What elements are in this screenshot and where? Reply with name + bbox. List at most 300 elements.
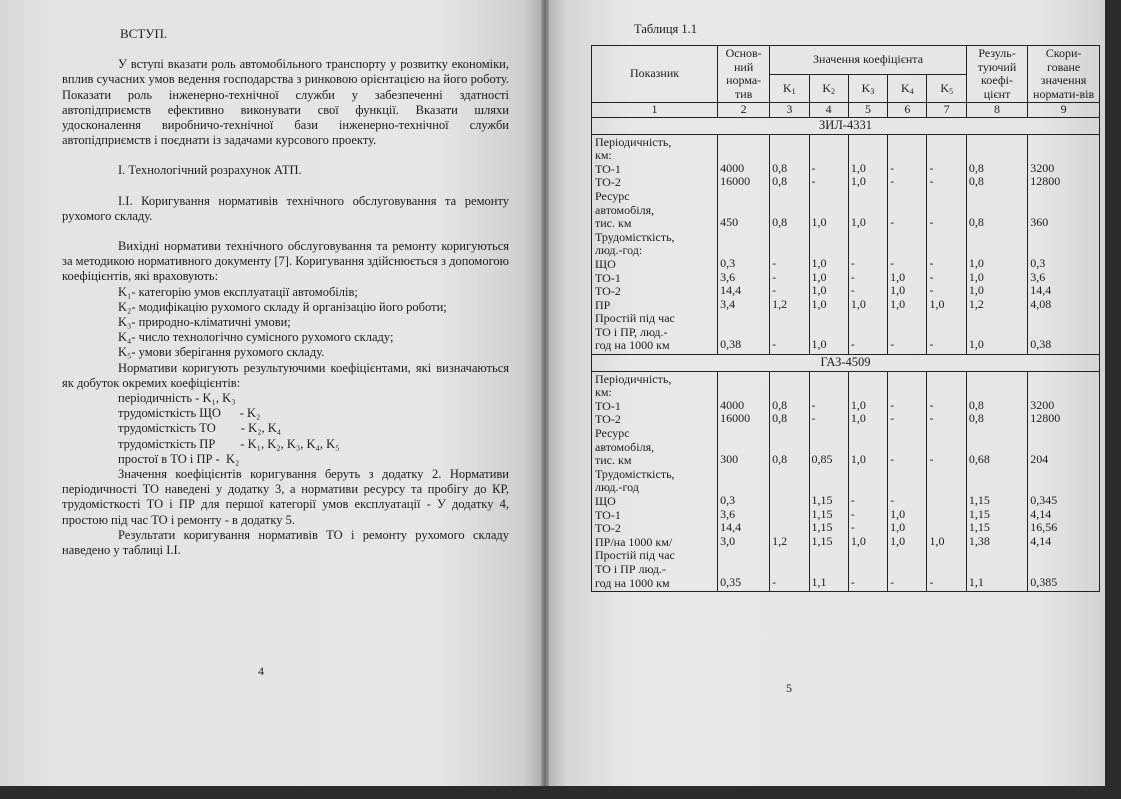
results-paragraph: Результати коригування нормативів ТО і ремонту рухомого складу наведено у таблиці I.I. — [62, 527, 509, 558]
product-item: трудомісткість ПР - K₁, K₂, K₃, K₄, K₅ — [118, 436, 340, 451]
cell-line: 1,0 — [850, 533, 866, 548]
cell-line: ТО-2 — [595, 175, 621, 190]
cell-line — [772, 548, 806, 562]
cell-line — [812, 325, 846, 339]
cell-line — [772, 494, 806, 508]
product-item: трудомісткість ЩО - K₂ — [118, 406, 261, 421]
cell-line: 1,0 — [890, 283, 906, 298]
cell-line: - — [929, 283, 934, 298]
cell-line: - — [929, 215, 934, 230]
cell-line: - — [929, 160, 934, 175]
cell-line: 1,15 — [968, 506, 990, 521]
cell-line — [772, 189, 806, 203]
cell-line — [1030, 203, 1097, 217]
cell-line — [851, 385, 885, 399]
column-number: 5 — [848, 103, 887, 118]
coefficient-item: K₃- природно-кліматичні умови; — [118, 315, 291, 330]
cell-line — [851, 372, 885, 386]
cell-line: 1,15 — [968, 493, 990, 507]
cell-line — [720, 480, 767, 494]
cell-line: - — [811, 174, 816, 189]
intro-title: ВСТУП. — [120, 26, 168, 41]
cell-line: - — [929, 269, 934, 284]
cell-line — [772, 372, 806, 386]
table-cell-k2 — [809, 134, 848, 355]
cell-line — [720, 135, 767, 149]
cell-line — [812, 385, 846, 399]
cell-line: 1,0 — [968, 255, 984, 270]
cell-line — [969, 426, 1025, 440]
column-number: 9 — [1028, 103, 1100, 118]
cell-line: 1,0 — [850, 160, 866, 175]
cell-line — [812, 372, 846, 386]
cell-line — [969, 148, 1025, 162]
cell-line: 0,8 — [772, 174, 788, 189]
column-number: 7 — [927, 103, 966, 118]
cell-line: 0,8 — [968, 411, 984, 426]
cell-line — [969, 311, 1025, 325]
column-number: 2 — [718, 103, 770, 118]
cell-line: 4000 — [720, 397, 745, 412]
section-row — [592, 355, 1100, 372]
cell-line — [772, 135, 806, 149]
cell-line: ТО-2 — [595, 412, 621, 427]
cell-line — [851, 189, 885, 203]
cell-line: - — [890, 574, 895, 589]
cell-line: - — [890, 337, 895, 352]
cell-line: - — [850, 269, 855, 284]
table-cell-indicator — [592, 371, 718, 592]
cell-line: - — [929, 452, 934, 467]
cell-line — [929, 135, 963, 149]
cell-line: 1,0 — [968, 337, 984, 352]
cell-line — [890, 562, 924, 576]
cell-line — [929, 311, 963, 325]
cell-line: 0,345 — [1030, 493, 1058, 507]
cell-line — [890, 325, 924, 339]
cell-line — [1030, 325, 1097, 339]
cell-line: 1,0 — [811, 296, 827, 311]
cell-line: 3,4 — [720, 296, 736, 311]
product-item: простої в ТО і ПР - K₂ — [118, 451, 240, 466]
table-cell-corrected — [1028, 134, 1100, 355]
coefficient-item: K₂- модифікацію рухомого складу й організацію його роботи; — [118, 299, 447, 314]
cell-line: 1,1 — [968, 574, 984, 589]
cell-line — [812, 203, 846, 217]
cell-line — [851, 311, 885, 325]
table-cell-k1 — [770, 134, 809, 355]
table-cell-k5 — [927, 371, 966, 592]
header-base: Основ-ний норма-тив — [718, 46, 770, 103]
cell-line: 1,0 — [890, 269, 906, 284]
cell-line: ТО-2 — [595, 284, 621, 299]
cell-line: люд.-год — [595, 480, 639, 495]
cell-line: 1,38 — [968, 533, 990, 548]
cell-line: 1,0 — [811, 337, 827, 352]
cell-line: ЩО — [595, 256, 616, 271]
cell-line: 1,0 — [850, 296, 866, 311]
cell-line — [890, 480, 924, 494]
cell-line: - — [929, 411, 934, 426]
book-spine — [541, 0, 549, 786]
cell-line — [812, 440, 846, 454]
table-cell-k4 — [888, 371, 927, 592]
cell-line — [929, 230, 963, 244]
cell-line — [851, 548, 885, 562]
cell-line — [1030, 426, 1097, 440]
cell-line — [720, 189, 767, 203]
cell-line: ТО-1 — [595, 507, 621, 522]
cell-line: км: — [595, 385, 612, 400]
cell-line: - — [850, 255, 855, 270]
cell-line: Трудомісткість, — [595, 466, 675, 481]
cell-line: 1,0 — [850, 397, 866, 412]
cell-line: 0,8 — [772, 160, 788, 175]
cell-line: - — [850, 506, 855, 521]
cell-line — [772, 426, 806, 440]
table-cell-k4 — [888, 134, 927, 355]
appendix-paragraph: Значення коефіцієнтів коригування беруть з додатку 2. Нормативи періодичності ТО наведені у додатку 3, а нормативи ресурсу та пробігу до КР, трудомісткості ТО і ПР для першої категорії умов експлуатації - У додатку 4, простою під час ТО і ремонту - в додатку 5. — [62, 467, 509, 527]
cell-line — [969, 243, 1025, 257]
cell-line: 1,2 — [772, 296, 788, 311]
cell-line: 0,385 — [1030, 574, 1058, 589]
cell-line: - — [890, 397, 895, 412]
cell-line — [772, 480, 806, 494]
cell-line: 3200 — [1030, 397, 1055, 412]
cell-line — [772, 203, 806, 217]
coefficient-item: K₅- умови зберігання рухомого складу. — [118, 345, 325, 360]
cell-line — [720, 562, 767, 576]
column-number-row — [592, 103, 1100, 118]
table-cell-corrected — [1028, 371, 1100, 592]
header-corrected: Скори-говане значення нормати-вів — [1028, 46, 1100, 103]
cell-line — [969, 372, 1025, 386]
cell-line: - — [772, 269, 777, 284]
cell-line: - — [811, 397, 816, 412]
cell-line — [929, 521, 963, 535]
coefficient-item: K₄- число технологічно сумісного рухомого складу; — [118, 330, 394, 345]
cell-line: - — [772, 574, 777, 589]
header-indicator: Показник — [592, 46, 718, 103]
column-number: 1 — [592, 103, 718, 118]
table-cell-indicator — [592, 134, 718, 355]
cell-line: - — [929, 574, 934, 589]
cell-line — [969, 562, 1025, 576]
cell-line: 0,68 — [968, 452, 990, 467]
cell-line — [890, 243, 924, 257]
cell-line — [969, 385, 1025, 399]
cell-line: 12800 — [1030, 174, 1061, 189]
cell-line: 0,8 — [968, 397, 984, 412]
cell-line — [929, 372, 963, 386]
cell-line — [851, 562, 885, 576]
cell-line — [720, 243, 767, 257]
cell-line: 3,6 — [1030, 269, 1046, 284]
cell-line: - — [890, 215, 895, 230]
cell-line — [772, 562, 806, 576]
cell-line — [969, 203, 1025, 217]
cell-line: - — [890, 174, 895, 189]
left-page — [0, 0, 545, 786]
cell-line — [929, 480, 963, 494]
cell-line — [890, 230, 924, 244]
cell-line — [851, 135, 885, 149]
cell-line: 14,4 — [720, 283, 742, 298]
column-number: 8 — [966, 103, 1027, 118]
cell-line — [929, 325, 963, 339]
cell-line: 1,0 — [890, 520, 906, 535]
cell-line — [969, 135, 1025, 149]
cell-line — [969, 325, 1025, 339]
cell-line — [1030, 311, 1097, 325]
cell-line — [969, 440, 1025, 454]
table-cell-k3 — [848, 371, 887, 592]
cell-line — [1030, 135, 1097, 149]
cell-line — [1030, 148, 1097, 162]
cell-line: ПР/на 1000 км/ — [595, 534, 673, 549]
cell-line: ПР — [595, 297, 611, 312]
cell-line: 1,15 — [811, 520, 833, 535]
header-k2: $K_2$ — [809, 74, 848, 103]
cell-line: 1,0 — [811, 269, 827, 284]
cell-line: - — [772, 255, 777, 270]
cell-line: 14,4 — [1030, 283, 1052, 298]
cell-line — [851, 325, 885, 339]
coefficient-item: K₁- категорію умов експлуатації автомобілів; — [118, 284, 358, 299]
cell-line: 3,6 — [720, 269, 736, 284]
cell-line — [890, 311, 924, 325]
cell-line: ЩО — [595, 494, 616, 508]
cell-line: 3,0 — [720, 533, 736, 548]
table-caption: Таблиця 1.1 — [634, 22, 698, 36]
cell-line: 14,4 — [720, 520, 742, 535]
cell-line — [812, 562, 846, 576]
header-coefficient-group: Значення коефіцієнта — [770, 46, 967, 75]
column-number: 4 — [809, 103, 848, 118]
cell-line: ТО і ПР, люд.- — [595, 324, 668, 339]
cell-line: ТО-2 — [595, 521, 621, 536]
cell-line — [1030, 562, 1097, 576]
table-cell-k1 — [770, 371, 809, 592]
cell-line — [851, 467, 885, 481]
cell-line: 3,6 — [720, 506, 736, 521]
cell-line — [812, 189, 846, 203]
table-cell-result — [966, 371, 1027, 592]
cell-line — [812, 148, 846, 162]
column-number: 3 — [770, 103, 809, 118]
cell-line: 1,15 — [811, 506, 833, 521]
header-k4: $K_4$ — [888, 74, 927, 103]
cell-line — [929, 562, 963, 576]
cell-line — [890, 135, 924, 149]
cell-line: 0,3 — [720, 255, 736, 270]
cell-line — [890, 426, 924, 440]
cell-line: км: — [595, 148, 612, 163]
header-k5: $K_5$ — [927, 74, 966, 103]
cell-line: 3200 — [1030, 160, 1055, 175]
cell-line — [890, 372, 924, 386]
cell-line — [890, 548, 924, 562]
cell-line: Ресурс — [595, 188, 630, 203]
method-paragraph: Вихідні нормативи технічного обслуговування та ремонту коригуються за методикою нормативного документу [7]. Коригування здійснюється з допомогою коефіцієнтів, які враховують: — [62, 239, 509, 284]
cell-line — [812, 135, 846, 149]
cell-line: - — [890, 452, 895, 467]
cell-line — [969, 548, 1025, 562]
cell-line — [720, 440, 767, 454]
cell-line: Простій під час — [595, 311, 675, 326]
cell-line — [772, 230, 806, 244]
cell-line: автомобіля, — [595, 202, 655, 217]
table-cell-result — [966, 134, 1027, 355]
cell-line — [720, 426, 767, 440]
cell-line: ТО-1 — [595, 398, 621, 413]
cell-line — [812, 548, 846, 562]
table-cell-base — [718, 134, 770, 355]
cell-line — [851, 440, 885, 454]
product-item: періодичність - K₁, K₃ — [118, 391, 236, 406]
cell-line — [851, 426, 885, 440]
cell-line: 4,14 — [1030, 533, 1052, 548]
cell-line: - — [890, 411, 895, 426]
cell-line — [1030, 372, 1097, 386]
cell-line: автомобіля, — [595, 439, 655, 454]
cell-line: 0,35 — [720, 574, 742, 589]
cell-line — [772, 385, 806, 399]
section-1-1-title: I.I. Коригування нормативів технічного обслуговування та ремонту рухомого складу. — [62, 193, 509, 223]
cell-line: - — [772, 337, 777, 352]
scan-edge — [0, 786, 1121, 799]
cell-line: год на 1000 км — [595, 575, 670, 590]
cell-line — [851, 203, 885, 217]
cell-line — [890, 148, 924, 162]
header-k1: $K_1$ — [770, 74, 809, 103]
cell-line — [1030, 230, 1097, 244]
cell-line: 4,08 — [1030, 296, 1052, 311]
cell-line — [890, 385, 924, 399]
cell-line — [772, 508, 806, 522]
cell-line — [772, 325, 806, 339]
cell-line: - — [772, 283, 777, 298]
cell-line: 300 — [720, 452, 739, 467]
cell-line — [720, 148, 767, 162]
cell-line: ТО-1 — [595, 161, 621, 176]
cell-line: 1,2 — [968, 296, 984, 311]
header-result: Резуль-туючий коефі-цієнт — [966, 46, 1027, 103]
cell-line: 0,8 — [772, 397, 788, 412]
cell-line: - — [811, 160, 816, 175]
cell-line — [772, 311, 806, 325]
cell-line: - — [890, 160, 895, 175]
cell-line — [929, 385, 963, 399]
cell-line: Періодичність, — [595, 371, 672, 386]
table-cell-k2 — [809, 371, 848, 592]
cell-line — [772, 148, 806, 162]
intro-paragraph: У вступі вказати роль автомобільного транспорту у розвитку економіки, вплив сучасних умов ведення господарства з ринковою орієнтацією на його роботу. Показати роль інженерно-технічної служби у забезпеченні здатності автопідприємств ефективно виконувати свої функції. Вказати шляхи удосконалення виробничо-технічної бази інженерно-технічної служби автопідприємств і поєднати із задачами курсового проекту. — [62, 57, 509, 148]
cell-line: 1,0 — [929, 533, 945, 548]
table-cell-base — [718, 371, 770, 592]
cell-line: 0,8 — [968, 174, 984, 189]
cell-line: 0,8 — [772, 452, 788, 467]
cell-line — [890, 189, 924, 203]
cell-line — [851, 148, 885, 162]
cell-line — [772, 440, 806, 454]
cell-line — [772, 521, 806, 535]
cell-line: Періодичність, — [595, 134, 672, 149]
cell-line: 450 — [720, 215, 739, 230]
norms-table — [591, 45, 1100, 592]
cell-line: 1,0 — [811, 255, 827, 270]
scan-edge — [1105, 0, 1121, 799]
cell-line — [929, 440, 963, 454]
cell-line: год на 1000 км — [595, 338, 670, 353]
cell-line: 0,38 — [720, 337, 742, 352]
cell-line: Трудомісткість, — [595, 229, 675, 244]
cell-line — [890, 203, 924, 217]
cell-line: 4000 — [720, 160, 745, 175]
header-k3: $K_3$ — [848, 74, 887, 103]
cell-line: - — [929, 174, 934, 189]
cell-line — [851, 230, 885, 244]
cell-line — [851, 480, 885, 494]
cell-line — [720, 548, 767, 562]
cell-line: 0,8 — [968, 160, 984, 175]
left-page-text — [62, 26, 509, 558]
cell-line: 1,1 — [811, 574, 827, 589]
cell-line — [969, 189, 1025, 203]
cell-line — [929, 494, 963, 508]
cell-line: 1,2 — [772, 533, 788, 548]
cell-line: 16000 — [720, 411, 751, 426]
cell-line — [929, 243, 963, 257]
cell-line: - — [890, 255, 895, 270]
cell-line: 1,15 — [811, 533, 833, 548]
cell-line: - — [929, 337, 934, 352]
cell-line — [812, 230, 846, 244]
cell-line: 0,85 — [811, 452, 833, 467]
cell-line: 1,0 — [968, 283, 984, 298]
cell-line — [929, 189, 963, 203]
cell-line — [812, 243, 846, 257]
cell-line — [772, 243, 806, 257]
cell-line — [812, 426, 846, 440]
cell-line: 1,0 — [968, 269, 984, 284]
cell-line — [929, 508, 963, 522]
cell-line — [1030, 243, 1097, 257]
cell-line: Простій під час — [595, 548, 675, 563]
cell-line — [1030, 480, 1097, 494]
cell-line — [929, 148, 963, 162]
cell-line — [812, 467, 846, 481]
cell-line: 1,0 — [850, 452, 866, 467]
cell-line: - — [850, 337, 855, 352]
cell-line: - — [850, 574, 855, 589]
cell-line: 1,0 — [850, 174, 866, 189]
cell-line: - — [811, 411, 816, 426]
cell-line — [1030, 548, 1097, 562]
cell-line — [720, 467, 767, 481]
cell-line: 0,38 — [1030, 337, 1052, 352]
table-row — [592, 134, 1100, 355]
cell-line: тис. км — [595, 216, 632, 231]
cell-line: 4,14 — [1030, 506, 1052, 521]
cell-line: 0,3 — [1030, 255, 1046, 270]
cell-line — [929, 467, 963, 481]
cell-line — [720, 325, 767, 339]
cell-line: 0,8 — [772, 215, 788, 230]
page-number: 4 — [258, 664, 264, 678]
cell-line: - — [929, 255, 934, 270]
cell-line — [969, 467, 1025, 481]
